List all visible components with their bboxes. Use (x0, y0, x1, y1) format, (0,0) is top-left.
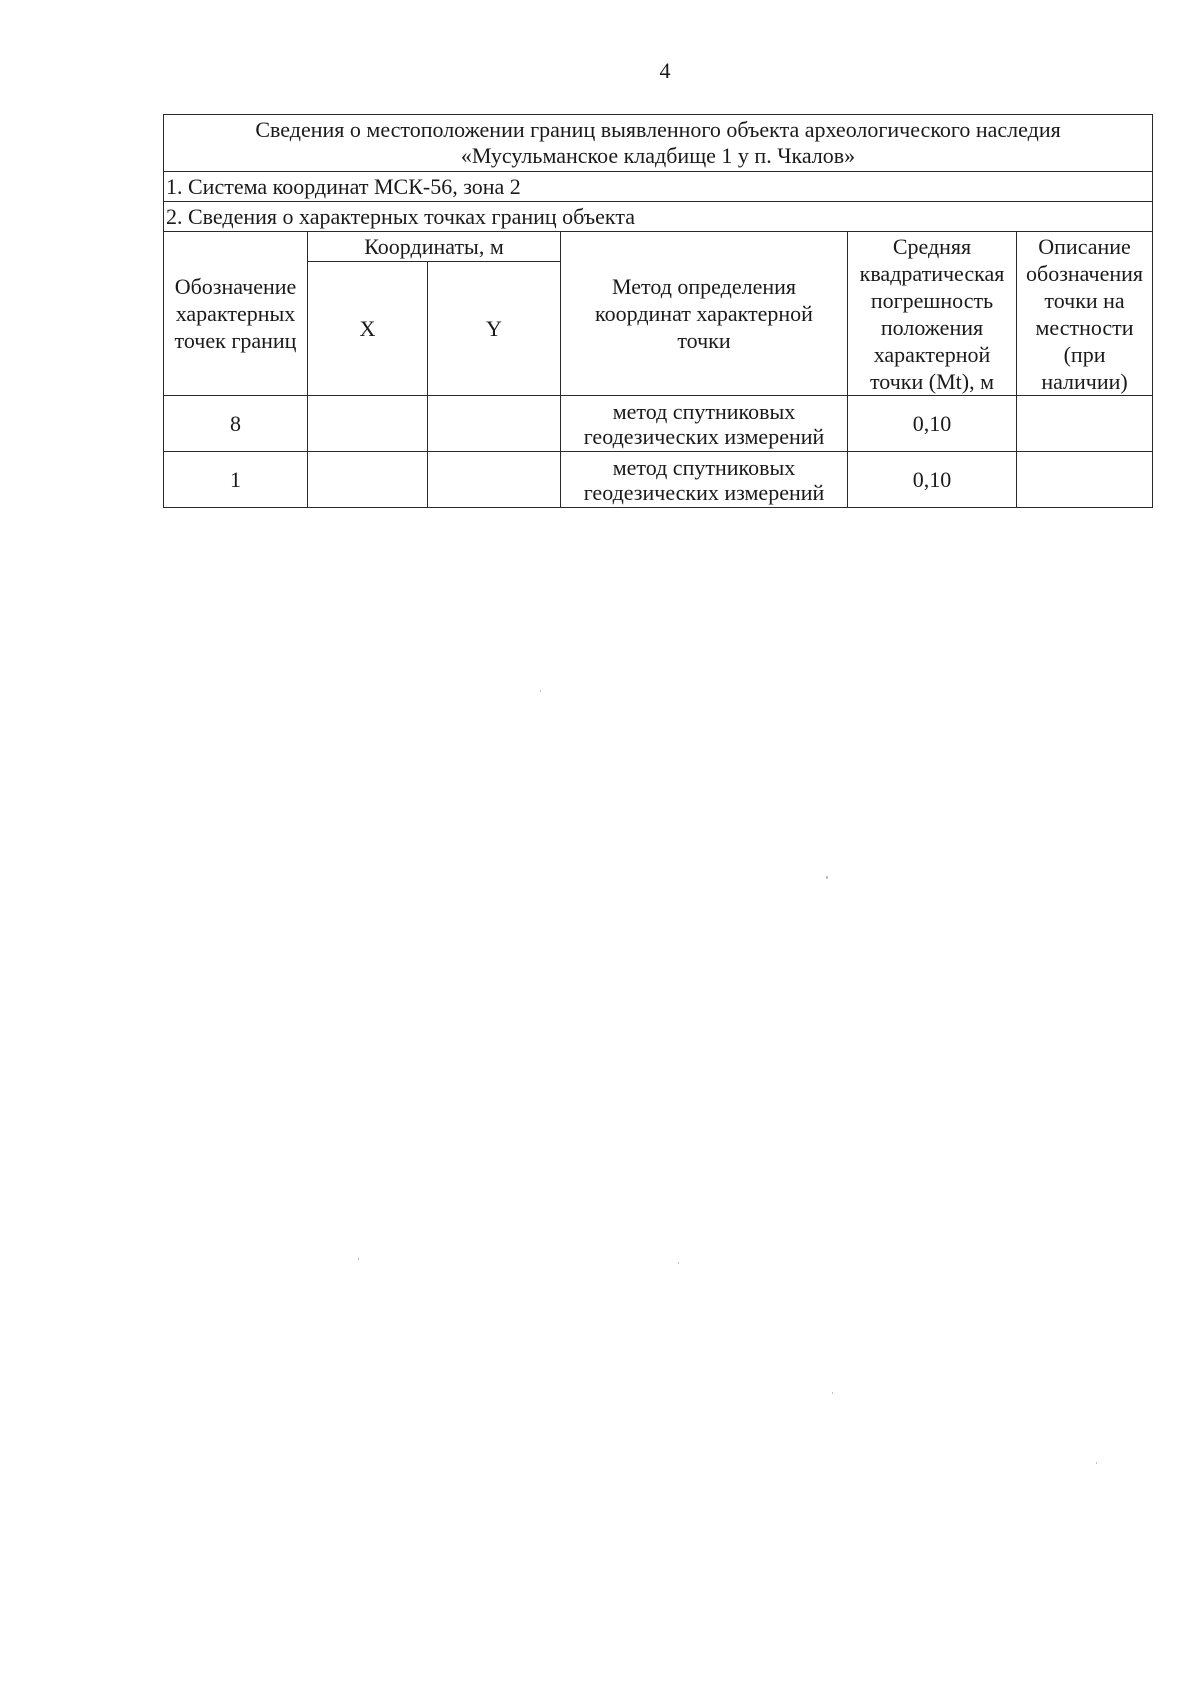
points-info-row: 2. Сведения о характерных точках границ объекта (164, 202, 1153, 232)
cell-y (428, 396, 561, 452)
header-description-line: местности (1035, 314, 1134, 340)
cell-description (1017, 452, 1153, 508)
table-title (164, 115, 1153, 172)
header-error-line: точки (Mt), м (869, 368, 995, 394)
header-method-line: точки (677, 328, 731, 353)
cell-point: 8 (164, 396, 308, 452)
table-title-line2: «Мусульманское кладбище 1 у п. Чкалов» (460, 143, 856, 168)
page-number: 4 (659, 58, 671, 83)
cell-x (308, 452, 428, 508)
header-point-line: точек границ (174, 328, 297, 353)
boundary-points-table (163, 114, 1153, 508)
header-description-line: Описание (1038, 233, 1131, 259)
cell-method-line: геодезических измерений (583, 423, 825, 449)
cell-description (1017, 396, 1153, 452)
header-description-line: наличии) (1041, 368, 1128, 394)
header-description-line: точки на (1044, 287, 1125, 313)
header-method-line: Метод определения (611, 274, 797, 299)
table-row (164, 396, 1153, 452)
scan-speck (832, 1392, 833, 1394)
cell-method (561, 396, 848, 452)
coordinate-system-row: 1. Система координат МСК-56, зона 2 (164, 172, 1153, 202)
scan-speck (1096, 1462, 1097, 1464)
header-error-line: положения (880, 314, 984, 340)
cell-method-line: метод спутниковых (612, 454, 796, 480)
cell-method (561, 452, 848, 508)
header-error-line: квадратическая (859, 260, 1005, 286)
table-row (164, 452, 1153, 508)
scan-speck (358, 1258, 359, 1260)
cell-error: 0,10 (848, 452, 1017, 508)
header-error-line: характерной (873, 341, 991, 367)
cell-method-line: метод спутниковых (612, 398, 796, 424)
header-coordinates: Координаты, м (308, 232, 561, 262)
scan-speck (540, 690, 541, 692)
header-description (1017, 232, 1153, 396)
scan-speck (678, 1262, 679, 1264)
header-error-line: Средняя (892, 233, 972, 259)
scan-speck (826, 876, 828, 879)
cell-x (308, 396, 428, 452)
header-x: X (308, 262, 428, 396)
header-error-line: погрешность (870, 287, 994, 313)
header-y: Y (428, 262, 561, 396)
header-point-designation (164, 232, 308, 396)
header-method (561, 232, 848, 396)
table-title-line1: Сведения о местоположении границ выявленного объекта археологического наследия (255, 117, 1061, 142)
cell-point: 1 (164, 452, 308, 508)
header-description-line: (при (1063, 341, 1106, 367)
cell-error: 0,10 (848, 396, 1017, 452)
header-mean-error (848, 232, 1017, 396)
header-method-line: координат характерной (595, 301, 813, 326)
header-point-line: характерных (175, 301, 296, 326)
cell-y (428, 452, 561, 508)
header-point-line: Обозначение (174, 274, 297, 299)
cell-method-line: геодезических измерений (583, 479, 825, 505)
header-description-line: обозначения (1026, 260, 1144, 286)
